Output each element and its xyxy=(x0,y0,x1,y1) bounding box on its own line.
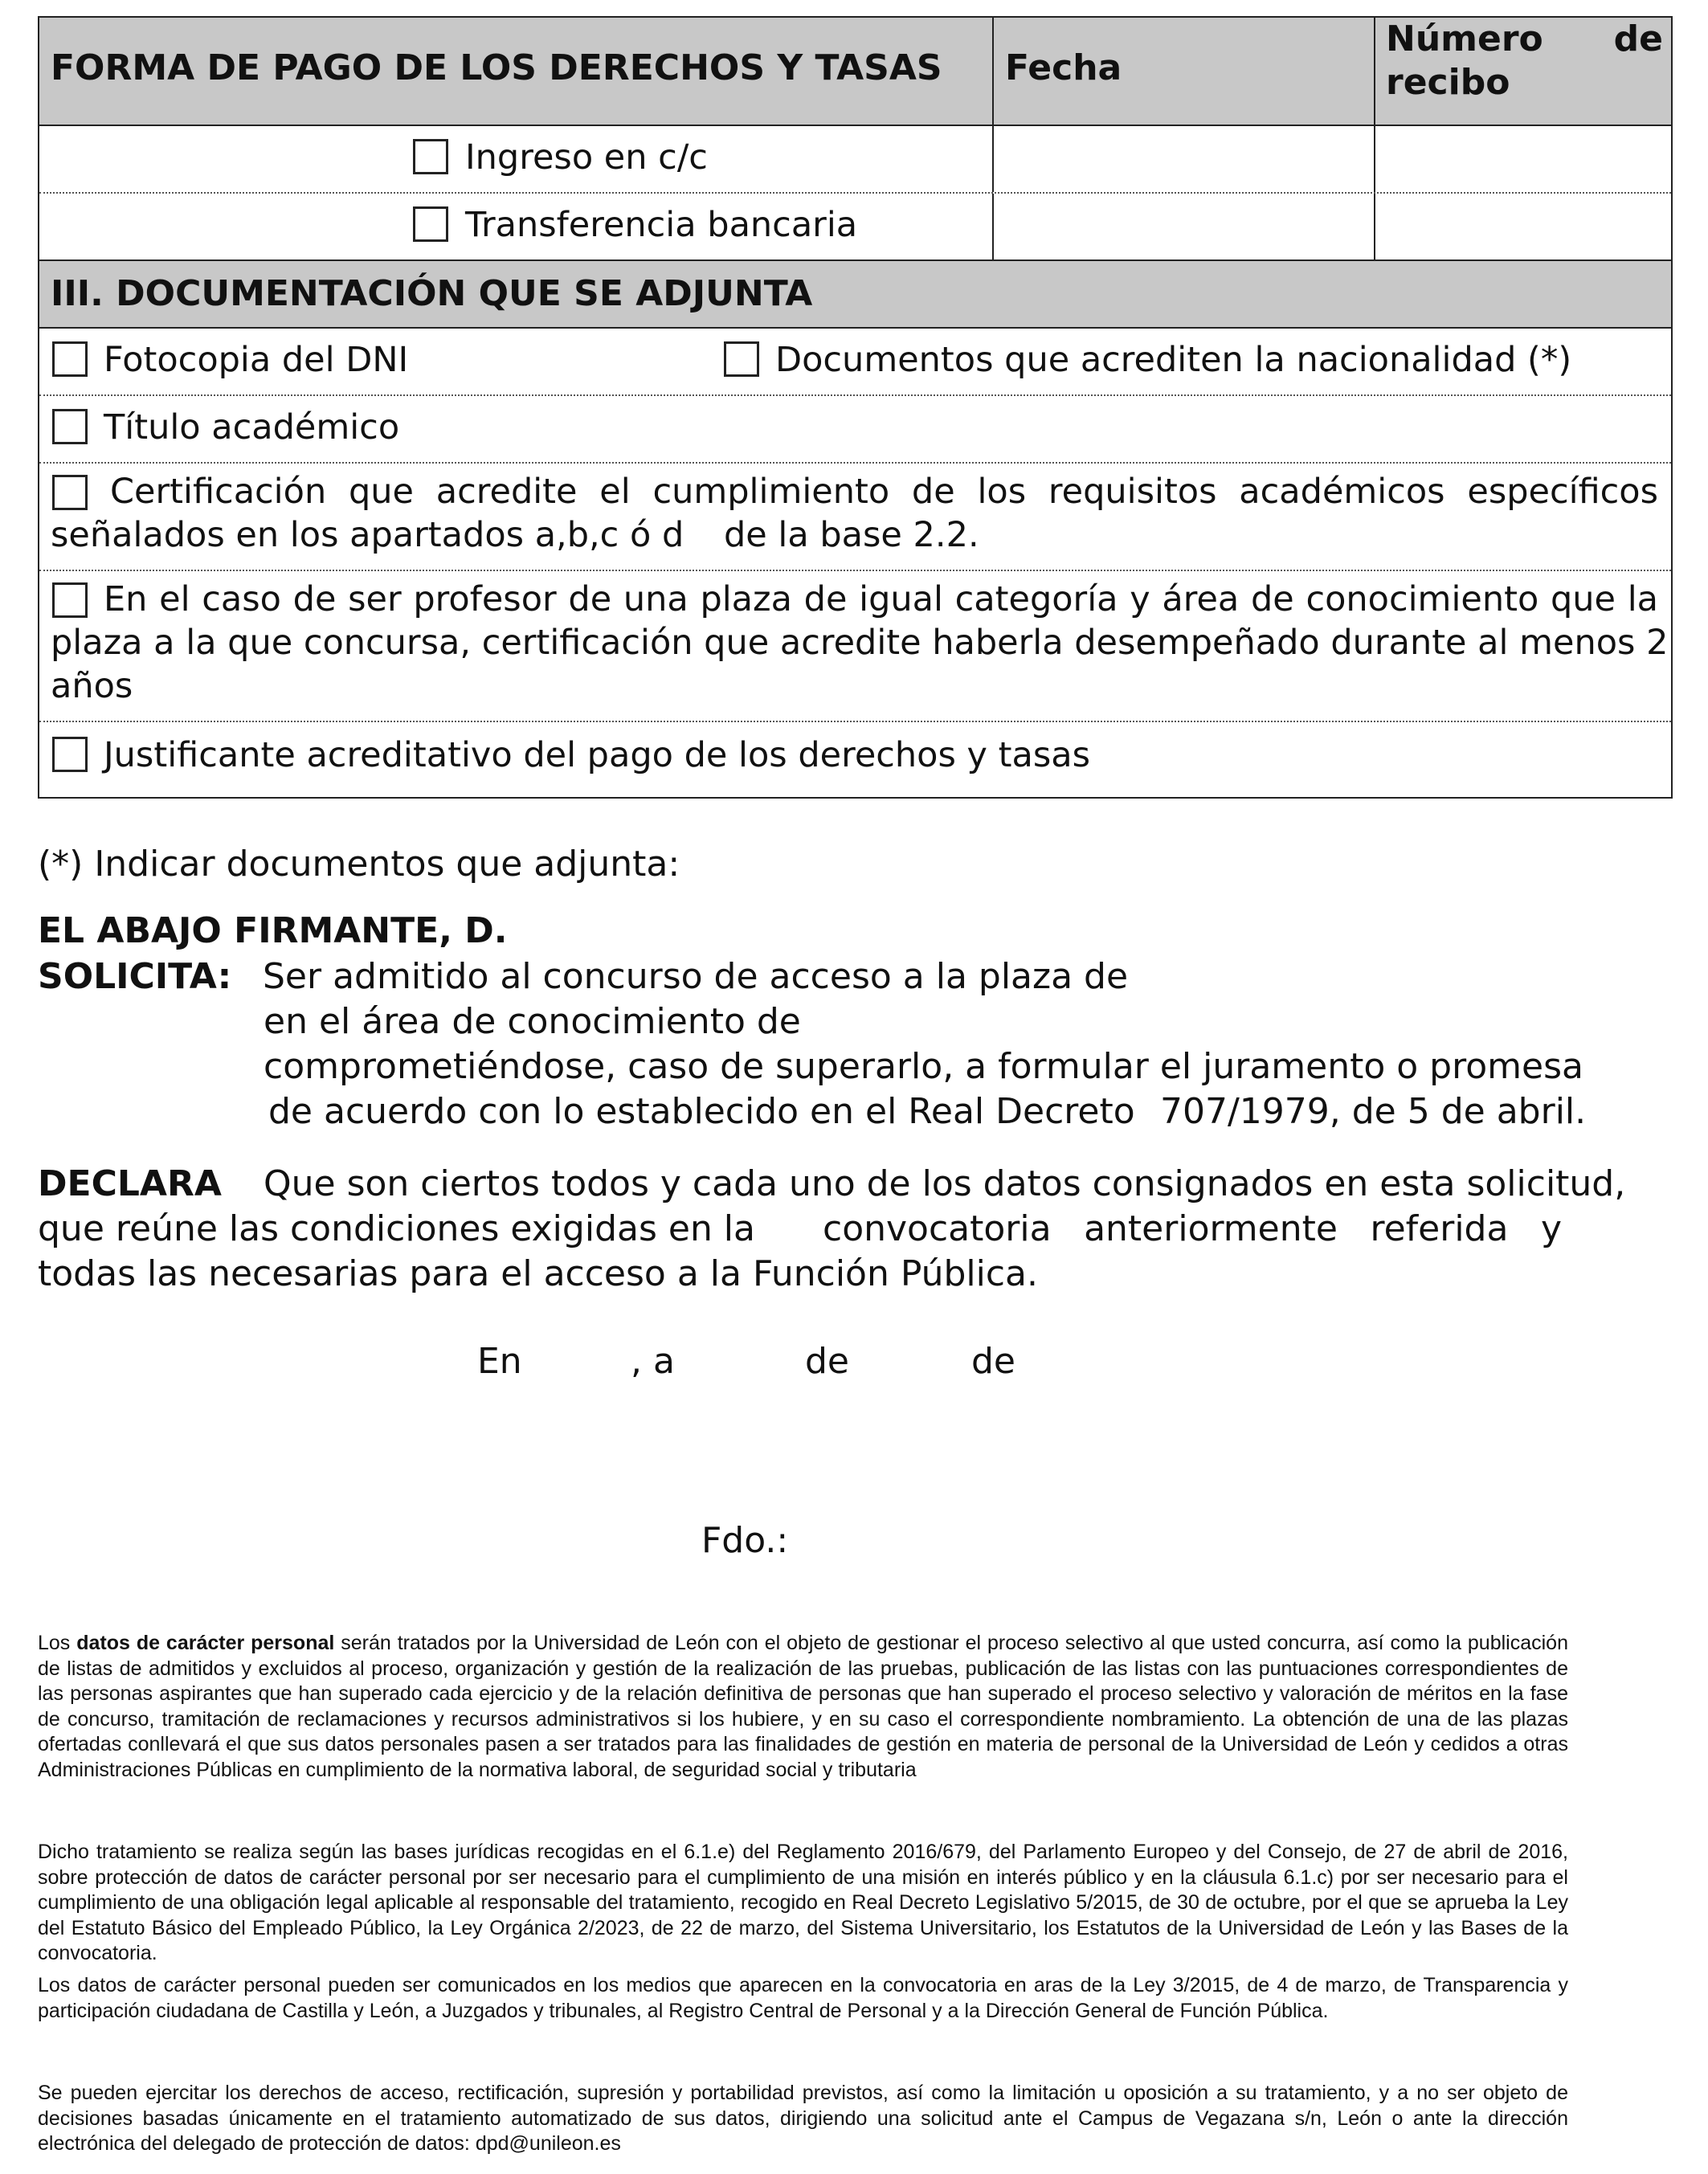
privacy-paragraph: Los datos de carácter personal pueden ser comunicados en los medios que aparecen en la convocatoria en aras de la Ley 3/2015, de 4 de marzo, de Transparencia y participación ciudadana de Castilla y León, a Juzgados y tribunales, al Registro Central de Personal y a la Dirección General de Función Pública. xyxy=(38,1974,1568,2022)
declaration-line: convocatoria anteriormente referida y xyxy=(823,1208,1562,1249)
professor-text-line2: plaza a la que concursa, certificación que acredite haberla desempeñado durante al menos 2 xyxy=(51,623,1669,663)
privacy-text: serán tratados por la Universidad de León con el objeto de gestionar el proceso selectivo al que usted concurra, así como la publicación de listas de admitidos y excluidos al proceso, organización y gestión de la realización de las pruebas, publicación de las listas con las puntuaciones correspondientes de las personas aspirantes que han superado cada ejercicio y de la relación definitiva de personas que han superado el proceso selectivo y valoración de méritos en la fase de concurso, tramitación de reclamaciones y recursos administrativos si los hubiere, y en su caso el correspondiente nombramiento. La obtención de una de las plazas ofertadas conllevará el que sus datos personales pasen a ser tratados para las finalidades de gestión en materia de personal de la Universidad de León y cedidos a otras Administraciones Públicas en cumplimiento de la normativa laboral, de seguridad social y tributaria xyxy=(38,1632,1568,1781)
request-line: Ser admitido al concurso de acceso a la plaza de xyxy=(263,956,1129,997)
request-line: de acuerdo con lo establecido en el Real Decreto xyxy=(268,1091,1135,1132)
payment-header-row xyxy=(39,18,1671,126)
date-column-header: Fecha xyxy=(1005,47,1122,88)
attached-documents-note: (*) Indicar documentos que adjunta: xyxy=(38,844,680,885)
dni-checkbox[interactable] xyxy=(52,341,88,377)
privacy-paragraph: Dicho tratamiento se realiza según las bases jurídicas recogidas en el 6.1.e) del Reglamento 2016/679, del Parlamento Europeo y del Consejo, de 27 de abril de 2016, sobre protección de datos de carácter personal por ser necesario para el cumplimiento de una misión en interés público y en la cláusula 6.1.c) por ser necesario para el cumplimiento de una obligación legal aplicable al responsable del tratamiento, recogido en Real Decreto Legislativo 5/2015, de 30 de octubre, por el que se aprueba la Ley del Estatuto Básico del Empleado Público, la Ley Orgánica 2/2023, de 22 de marzo, del Sistema Universitario, los Estatutos de la Universidad de León y las Bases de la convocatoria. xyxy=(38,1841,1568,1964)
column-divider xyxy=(1374,194,1375,259)
column-divider xyxy=(1374,18,1375,125)
academic-title-checkbox[interactable] xyxy=(52,409,88,444)
document-row xyxy=(39,396,1671,464)
date-comma-label: , a xyxy=(631,1341,675,1382)
nationality-checkbox[interactable] xyxy=(724,341,759,377)
payment-proof-checkbox[interactable] xyxy=(52,737,88,772)
payment-option-row xyxy=(39,194,1671,261)
document-row xyxy=(39,329,1671,396)
declaration-label: DECLARA xyxy=(38,1163,222,1204)
place-label: En xyxy=(477,1341,522,1382)
professor-checkbox[interactable] xyxy=(52,582,88,618)
deposit-option-label: Ingreso en c/c xyxy=(465,137,708,178)
request-line: en el área de conocimiento de xyxy=(264,1001,801,1042)
receipt-number-header: Número de recibo xyxy=(1386,18,1663,103)
deposit-checkbox[interactable] xyxy=(413,139,448,174)
payment-option-row xyxy=(39,126,1671,194)
nationality-label: Documentos que acrediten la nacionalidad (*) xyxy=(775,340,1572,380)
request-line: comprometiéndose, caso de superarlo, a formular el juramento o promesa xyxy=(264,1046,1583,1087)
privacy-text: Los xyxy=(38,1632,71,1654)
year-label: de xyxy=(971,1341,1015,1382)
certification-text-line2: señalados en los apartados a,b,c ó d xyxy=(51,515,684,555)
document-row xyxy=(39,464,1671,571)
transfer-checkbox[interactable] xyxy=(413,206,448,242)
month-label: de xyxy=(805,1341,849,1382)
payment-method-header: FORMA DE PAGO DE LOS DERECHOS Y TASAS xyxy=(51,47,942,88)
dni-label: Fotocopia del DNI xyxy=(104,340,409,380)
document-row xyxy=(39,722,1671,797)
documents-header: III. DOCUMENTACIÓN QUE SE ADJUNTA xyxy=(51,273,813,314)
signer-label: EL ABAJO FIRMANTE, D. xyxy=(38,910,508,951)
form-table xyxy=(38,16,1673,799)
privacy-paragraph xyxy=(38,1631,1568,1783)
transfer-option-label: Transferencia bancaria xyxy=(465,205,858,245)
certification-text-line2b: de la base 2.2. xyxy=(724,515,979,555)
column-divider xyxy=(992,194,994,259)
document-row xyxy=(39,571,1671,722)
certification-checkbox[interactable] xyxy=(52,475,88,510)
column-divider xyxy=(992,126,994,192)
academic-title-label: Título académico xyxy=(104,407,400,447)
signature-label: Fdo.: xyxy=(701,1520,789,1561)
professor-text-line1: En el caso de ser profesor de una plaza de igual categoría y área de conocimiento que la xyxy=(104,579,1658,619)
professor-text-line3: años xyxy=(51,666,133,706)
declaration-line: Que son ciertos todos y cada uno de los datos consignados en esta solicitud, xyxy=(264,1163,1626,1204)
documents-header-row xyxy=(39,261,1671,329)
payment-proof-label: Justificante acreditativo del pago de los derechos y tasas xyxy=(104,735,1091,775)
request-line: 707/1979, de 5 de abril. xyxy=(1160,1091,1587,1132)
column-divider xyxy=(992,18,994,125)
declaration-line: que reúne las condiciones exigidas en la xyxy=(38,1208,755,1249)
declaration-line: todas las necesarias para el acceso a la Función Pública. xyxy=(38,1253,1038,1294)
privacy-paragraph: Se pueden ejercitar los derechos de acceso, rectificación, supresión y portabilidad previstos, así como la limitación u oposición a su tratamiento, y a no ser objeto de decisiones basadas únicamente en el tratamiento automatizado de sus datos, dirigiendo una solicitud ante el Campus de Vegazana s/n, León o ante la dirección electrónica del delegado de protección de datos: dpd@unileon.es xyxy=(38,2082,1568,2155)
request-label: SOLICITA: xyxy=(38,956,232,997)
column-divider xyxy=(1374,126,1375,192)
certification-text-line1: Certificación que acredite el cumplimiento de los requisitos académicos específicos xyxy=(110,472,1658,512)
privacy-bold-text: datos de carácter personal xyxy=(76,1632,335,1654)
